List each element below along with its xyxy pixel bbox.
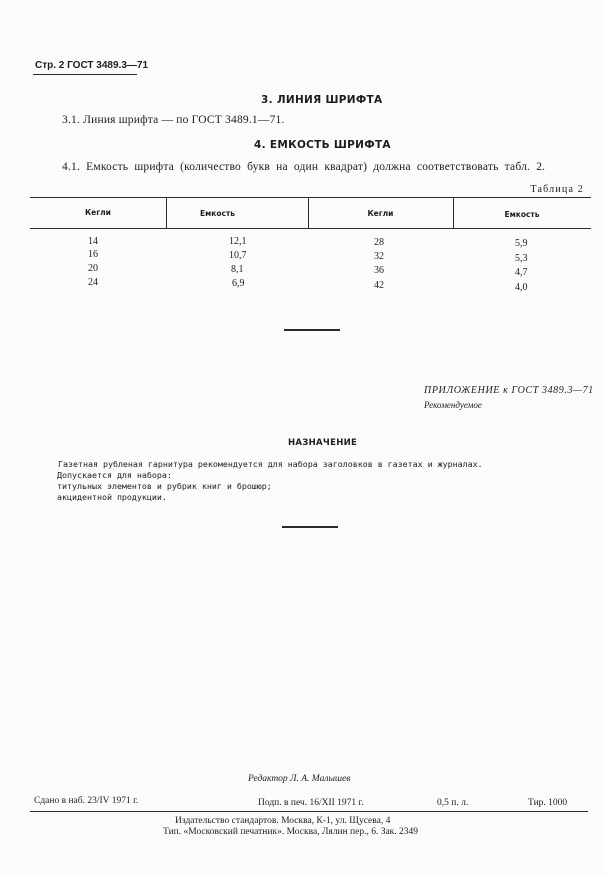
print-sheets: 0,5 п. л. bbox=[437, 798, 469, 808]
table-cell: 6,9 bbox=[232, 278, 245, 289]
table-cell: 12,1 bbox=[229, 236, 247, 247]
table-cell: 10,7 bbox=[229, 250, 247, 261]
table-header-capacity-right: Емкость bbox=[504, 210, 540, 219]
divider-rule-2 bbox=[282, 526, 338, 528]
table-cell: 24 bbox=[88, 277, 98, 288]
table-cell: 4,0 bbox=[515, 282, 528, 293]
appendix-line: акцидентной продукции. bbox=[57, 492, 167, 502]
editor-line: Редактор Л. А. Малышев bbox=[248, 774, 351, 784]
signed-to-print: Подп. в печ. 16/XII 1971 г. bbox=[258, 798, 364, 808]
table-cell: 8,1 bbox=[231, 264, 244, 275]
table-header-sizes-right: Кегли bbox=[367, 209, 394, 218]
table-caption: Таблица 2 bbox=[530, 184, 584, 195]
page-header: Стр. 2 ГОСТ 3489.3—71 bbox=[35, 60, 149, 71]
appendix-line: Допускается для набора: bbox=[57, 470, 172, 480]
sent-to-typeset: Сдано в наб. 23/IV 1971 г. bbox=[34, 796, 139, 806]
appendix-line: титульных элементов и рубрик книг и брошюр; bbox=[57, 481, 272, 491]
section4-heading: 4. ЕМКОСТЬ ШРИФТА bbox=[254, 139, 391, 151]
table-cell: 32 bbox=[374, 251, 384, 262]
printer-line: Тип. «Московский печатник». Москва, Лялин пер., 6. Зак. 2349 bbox=[163, 827, 419, 837]
section4-text: 4.1. Емкость шрифта (количество букв на один квадрат) должна соответствовать табл. 2. bbox=[62, 161, 546, 173]
header-rule bbox=[33, 74, 137, 75]
imprint-rule bbox=[30, 811, 588, 812]
table-header-sizes-left: Кегли bbox=[85, 208, 111, 217]
table-cell: 5,9 bbox=[515, 238, 528, 249]
print-run: Тир. 1000 bbox=[528, 798, 568, 808]
table-cell: 16 bbox=[88, 249, 98, 260]
table-top-rule bbox=[30, 197, 591, 198]
section3-heading: 3. ЛИНИЯ ШРИФТА bbox=[261, 94, 383, 106]
publisher-line: Издательство стандартов. Москва, К-1, ул. Щусева, 4 bbox=[175, 816, 391, 826]
appendix-subtitle: Рекомендуемое bbox=[424, 400, 482, 410]
table-cell: 28 bbox=[374, 237, 384, 248]
table-header-capacity-left: Емкость bbox=[200, 209, 236, 218]
table-cell: 20 bbox=[88, 263, 98, 274]
divider-rule bbox=[284, 329, 340, 331]
appendix-line: Газетная рубленая гарнитура рекомендуется для набора заголовков в газетах и журналах. bbox=[58, 459, 483, 469]
table-cell: 5,3 bbox=[515, 253, 528, 264]
table-cell: 4,7 bbox=[515, 267, 528, 278]
appendix-title: ПРИЛОЖЕНИЕ к ГОСТ 3489.3—71 bbox=[424, 385, 594, 396]
appendix-heading: НАЗНАЧЕНИЕ bbox=[288, 438, 358, 448]
table-col-divider-1 bbox=[166, 197, 167, 228]
table-header-rule bbox=[30, 228, 591, 229]
table-cell: 14 bbox=[88, 236, 98, 247]
table-cell: 42 bbox=[374, 280, 384, 291]
table-cell: 36 bbox=[374, 265, 384, 276]
section3-text: 3.1. Линия шрифта — по ГОСТ 3489.1—71. bbox=[62, 114, 285, 126]
